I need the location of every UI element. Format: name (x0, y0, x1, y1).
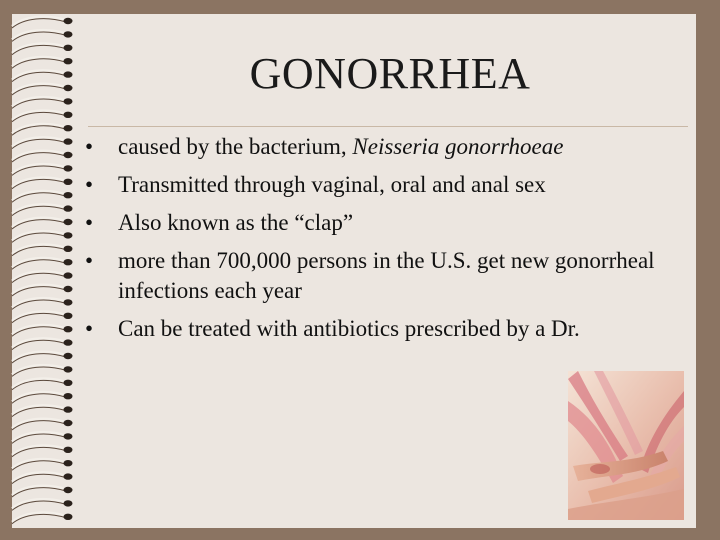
bullet-item (85, 246, 695, 306)
binding-ring (12, 57, 66, 66)
slide-title: GONORRHEA (249, 49, 531, 98)
bullet-text: Also known as the “clap” (118, 210, 354, 235)
binding-hole (64, 487, 73, 493)
bullet-dot: • (85, 134, 94, 159)
binding-hole (64, 353, 73, 359)
binding-hole (64, 165, 73, 171)
bullet-item (85, 208, 695, 238)
binding-hole (64, 205, 73, 211)
binding-hole (64, 179, 73, 185)
binding-hole (64, 272, 73, 278)
binding-hole (64, 112, 73, 118)
bullet-text: Transmitted through vaginal, oral and anal sex (118, 172, 546, 197)
binding-ring (12, 419, 66, 428)
binding-ring (12, 30, 66, 39)
binding-ring (12, 244, 66, 253)
binding-ring (12, 124, 66, 133)
binding-hole (64, 85, 73, 91)
binding-hole (64, 447, 73, 453)
binding-ring (12, 512, 66, 521)
binding-hole (64, 313, 73, 319)
binding-ring (12, 191, 66, 200)
binding-ring (12, 432, 66, 441)
binding-hole (64, 31, 73, 37)
bullet-text: Can be treated with antibiotics prescribed by a Dr. (118, 316, 580, 341)
binding-hole (64, 246, 73, 252)
binding-hole (64, 18, 73, 24)
binding-hole (64, 514, 73, 520)
binding-hole (64, 45, 73, 51)
bullet-dot: • (85, 172, 94, 197)
binding-ring (12, 17, 66, 26)
binding-hole (64, 473, 73, 479)
bullet-italic: Neisseria gonorrhoeae (352, 134, 564, 159)
binding-hole (64, 138, 73, 144)
binding-hole (64, 380, 73, 386)
binding-ring (12, 311, 66, 320)
binding-ring (12, 110, 66, 119)
binding-hole (64, 393, 73, 399)
binding-ring (12, 472, 66, 481)
binding-ring (12, 84, 66, 93)
binding-ring (12, 231, 66, 240)
binding-hole (64, 232, 73, 238)
binding-ring (12, 151, 66, 160)
binding-ring (12, 271, 66, 280)
binding-hole (64, 500, 73, 506)
title-divider (88, 126, 688, 127)
bullet-dot: • (85, 248, 94, 273)
binding-ring (12, 43, 66, 52)
binding-ring (12, 204, 66, 213)
bullet-dot: • (85, 316, 94, 341)
binding-ring (12, 164, 66, 173)
bullet-text: more than 700,000 persons in the U.S. get new gonorrheal infections each year (118, 248, 655, 303)
bullet-text: caused by the bacterium, (118, 134, 353, 159)
bullet-item (85, 170, 695, 200)
bullet-list (85, 132, 695, 352)
binding-ring (12, 177, 66, 186)
binding-hole (64, 71, 73, 77)
binding-ring (12, 298, 66, 307)
binding-ring (12, 392, 66, 401)
binding-hole (64, 219, 73, 225)
binding-ring (12, 486, 66, 495)
binding-ring (12, 445, 66, 454)
binding-ring (12, 218, 66, 227)
hands-photo (568, 371, 684, 520)
binding-hole (64, 259, 73, 265)
binding-hole (64, 326, 73, 332)
binding-hole (64, 339, 73, 345)
binding-ring (12, 338, 66, 347)
binding-ring (12, 258, 66, 267)
binding-hole (64, 125, 73, 131)
binding-hole (64, 366, 73, 372)
binding-ring (12, 365, 66, 374)
bullet-item (85, 132, 695, 162)
binding-ring (12, 137, 66, 146)
binding-hole (64, 460, 73, 466)
binding-ring (12, 352, 66, 361)
binding-hole (64, 420, 73, 426)
binding-ring (12, 405, 66, 414)
binding-hole (64, 152, 73, 158)
binding-hole (64, 406, 73, 412)
binding-ring (12, 70, 66, 79)
binding-ring (12, 459, 66, 468)
binding-hole (64, 192, 73, 198)
binding-hole (64, 433, 73, 439)
binding-hole (64, 299, 73, 305)
binding-ring (12, 325, 66, 334)
bullet-dot: • (85, 210, 94, 235)
binding-hole (64, 58, 73, 64)
binding-ring (12, 285, 66, 294)
binding-ring (12, 499, 66, 508)
spiral-binding (0, 14, 80, 528)
binding-ring (12, 97, 66, 106)
binding-hole (64, 98, 73, 104)
binding-hole (64, 286, 73, 292)
binding-ring (12, 378, 66, 387)
bullet-item (85, 314, 695, 344)
